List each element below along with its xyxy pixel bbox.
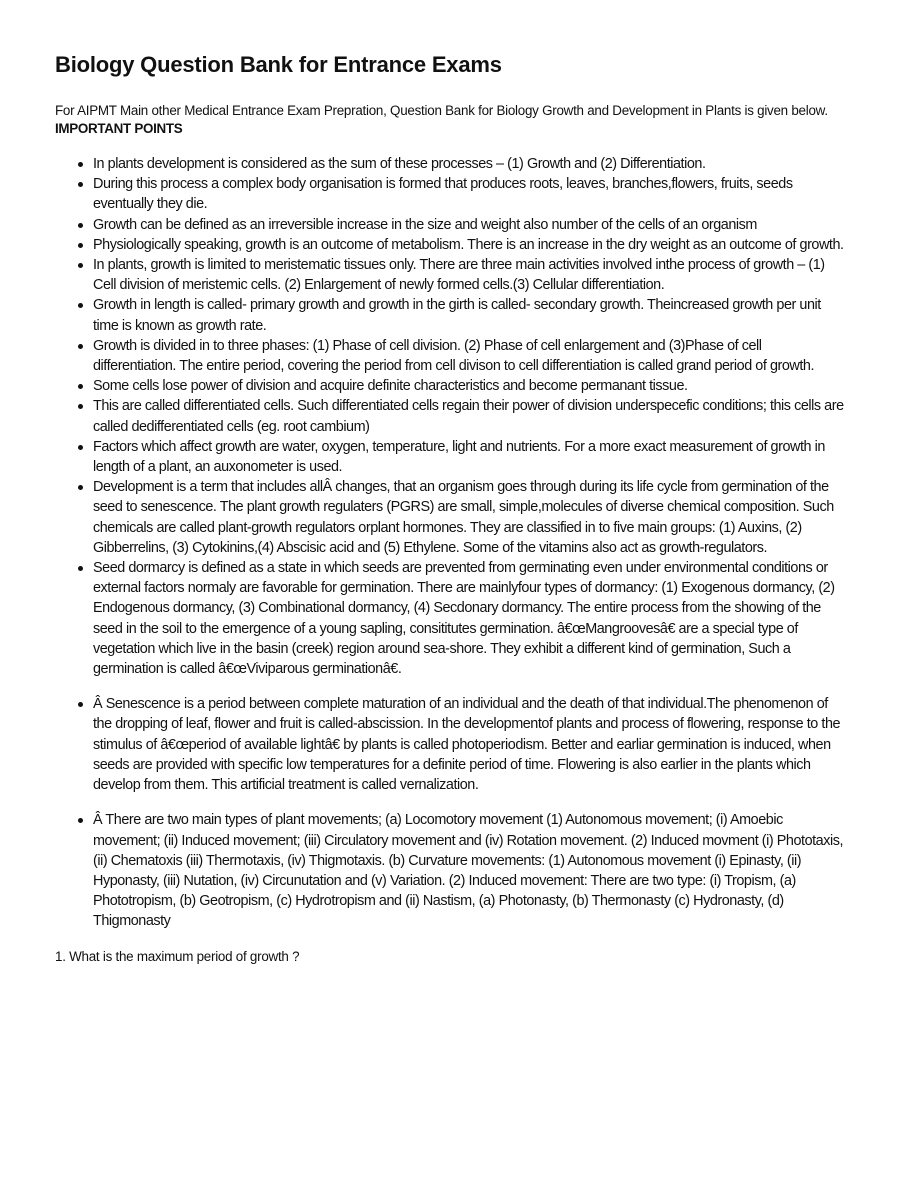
list-item: Â There are two main types of plant movements; (a) Locomotory movement (1) Autonomous movement; (i) Amoebic movement; (ii) Induced movement; (iii) Circulatory movement and (iv) Rotation movement. (2) Induced movment (i) Phototaxis, (ii) Chematoxis (iii) Thermotaxis, (iv) Thigmotaxis. (b) Curvature movements: (1) Autonomous movement (i) Epinasty, (ii) Hyponasty, (iii) Nutation, (iv) Circunutation and (v) Variation. (2) Induced movement: There are two type: (i) Tropism, (a) Phototropism, (b) Geotropism, (c) Hydrotropism and (ii) Nastism, (a) Photonasty, (b) Thermonasty (c) Hydronasty, (d) Thigmonasty [93, 810, 845, 931]
list-item: Some cells lose power of division and acquire definite characteristics and become permanant tissue. [93, 376, 845, 396]
list-item: Â Senescence is a period between complete maturation of an individual and the death of that individual.The phenomenon of the dropping of leaf, flower and fruit is called-abscission. In the developmentof plants and process of flowering, response to the stimulus of â€œperiod of available lightâ€ by plants is called photoperiodism. Better and earliar germination is induced, when seeds are provided with specific low temperatures for a definite period of time. Flowering is also earlier in the plants which develop from them. This artificial treatment is called vernalization. [93, 694, 845, 795]
list-item: Growth can be defined as an irreversible increase in the size and weight also number of the cells of an organism [93, 215, 845, 235]
important-points-list [55, 154, 845, 932]
document [55, 52, 845, 966]
list-item: Development is a term that includes allÂ changes, that an organism goes through during its life cycle from germination of the seed to senescence. The plant growth regulaters (PGRS) are small, simple,molecules of diverse chemical composition. Such chemicals are called plant-growth regulators orplant hormones. They are classified in to five main groups: (1) Auxins, (2) Gibberrelins, (3) Cytokinins,(4) Abscisic acid and (5) Ethylene. Some of the vitamins also act as growth-regulators. [93, 477, 845, 558]
important-points-heading: IMPORTANT POINTS [55, 121, 183, 136]
list-item: Growth in length is called- primary growth and growth in the girth is called- secondary growth. Theincreased growth per unit time is known as growth rate. [93, 295, 845, 335]
intro-text: For AIPMT Main other Medical Entrance Exam Prepration, Question Bank for Biology Growth and Development in Plants is given below. [55, 103, 828, 118]
list-item: During this process a complex body organisation is formed that produces roots, leaves, branches,flowers, fruits, seeds eventually they die. [93, 174, 845, 214]
question-1: 1. What is the maximum period of growth ? [55, 948, 300, 964]
list-item: This are called differentiated cells. Such differentiated cells regain their power of division underspecefic conditions; this cells are called dedifferentiated cells (eg. root cambium) [93, 396, 845, 436]
list-item: Seed dormarcy is defined as a state in which seeds are prevented from germinating even under environmental conditions or external factors normaly are favorable for germination. There are mainlyfour types of dormancy: (1) Exogenous dormancy, (2) Endogenous dormancy, (3) Combinational dormancy, (4) Secdonary dormancy. The entire process from the showing of the seed in the soil to the emergence of a young sapling, consititutes germination. â€œMangroovesâ€ are a special type of vegetation which live in the basin (creek) region around sea-shore. They exhibit a different kind of germination, Such a germination is called â€œViviparous germinationâ€. [93, 558, 845, 679]
page-title: Biology Question Bank for Entrance Exams [55, 52, 502, 77]
list-item: In plants, growth is limited to meristematic tissues only. There are three main activities involved inthe process of growth – (1) Cell division of meristemic cells. (2) Enlargement of newly formed cells.(3) Cellular differentiation. [93, 255, 845, 295]
list-item: In plants development is considered as the sum of these processes – (1) Growth and (2) Differentiation. [93, 154, 845, 174]
list-item: Factors which affect growth are water, oxygen, temperature, light and nutrients. For a more exact measurement of growth in length of a plant, an auxonometer is used. [93, 437, 845, 477]
list-item: Physiologically speaking, growth is an outcome of metabolism. There is an increase in the dry weight as an outcome of growth. [93, 235, 845, 255]
list-item: Growth is divided in to three phases: (1) Phase of cell division. (2) Phase of cell enlargement and (3)Phase of cell differentiation. The entire period, covering the period from cell divison to cell differentiation is called grand period of growth. [93, 336, 845, 376]
